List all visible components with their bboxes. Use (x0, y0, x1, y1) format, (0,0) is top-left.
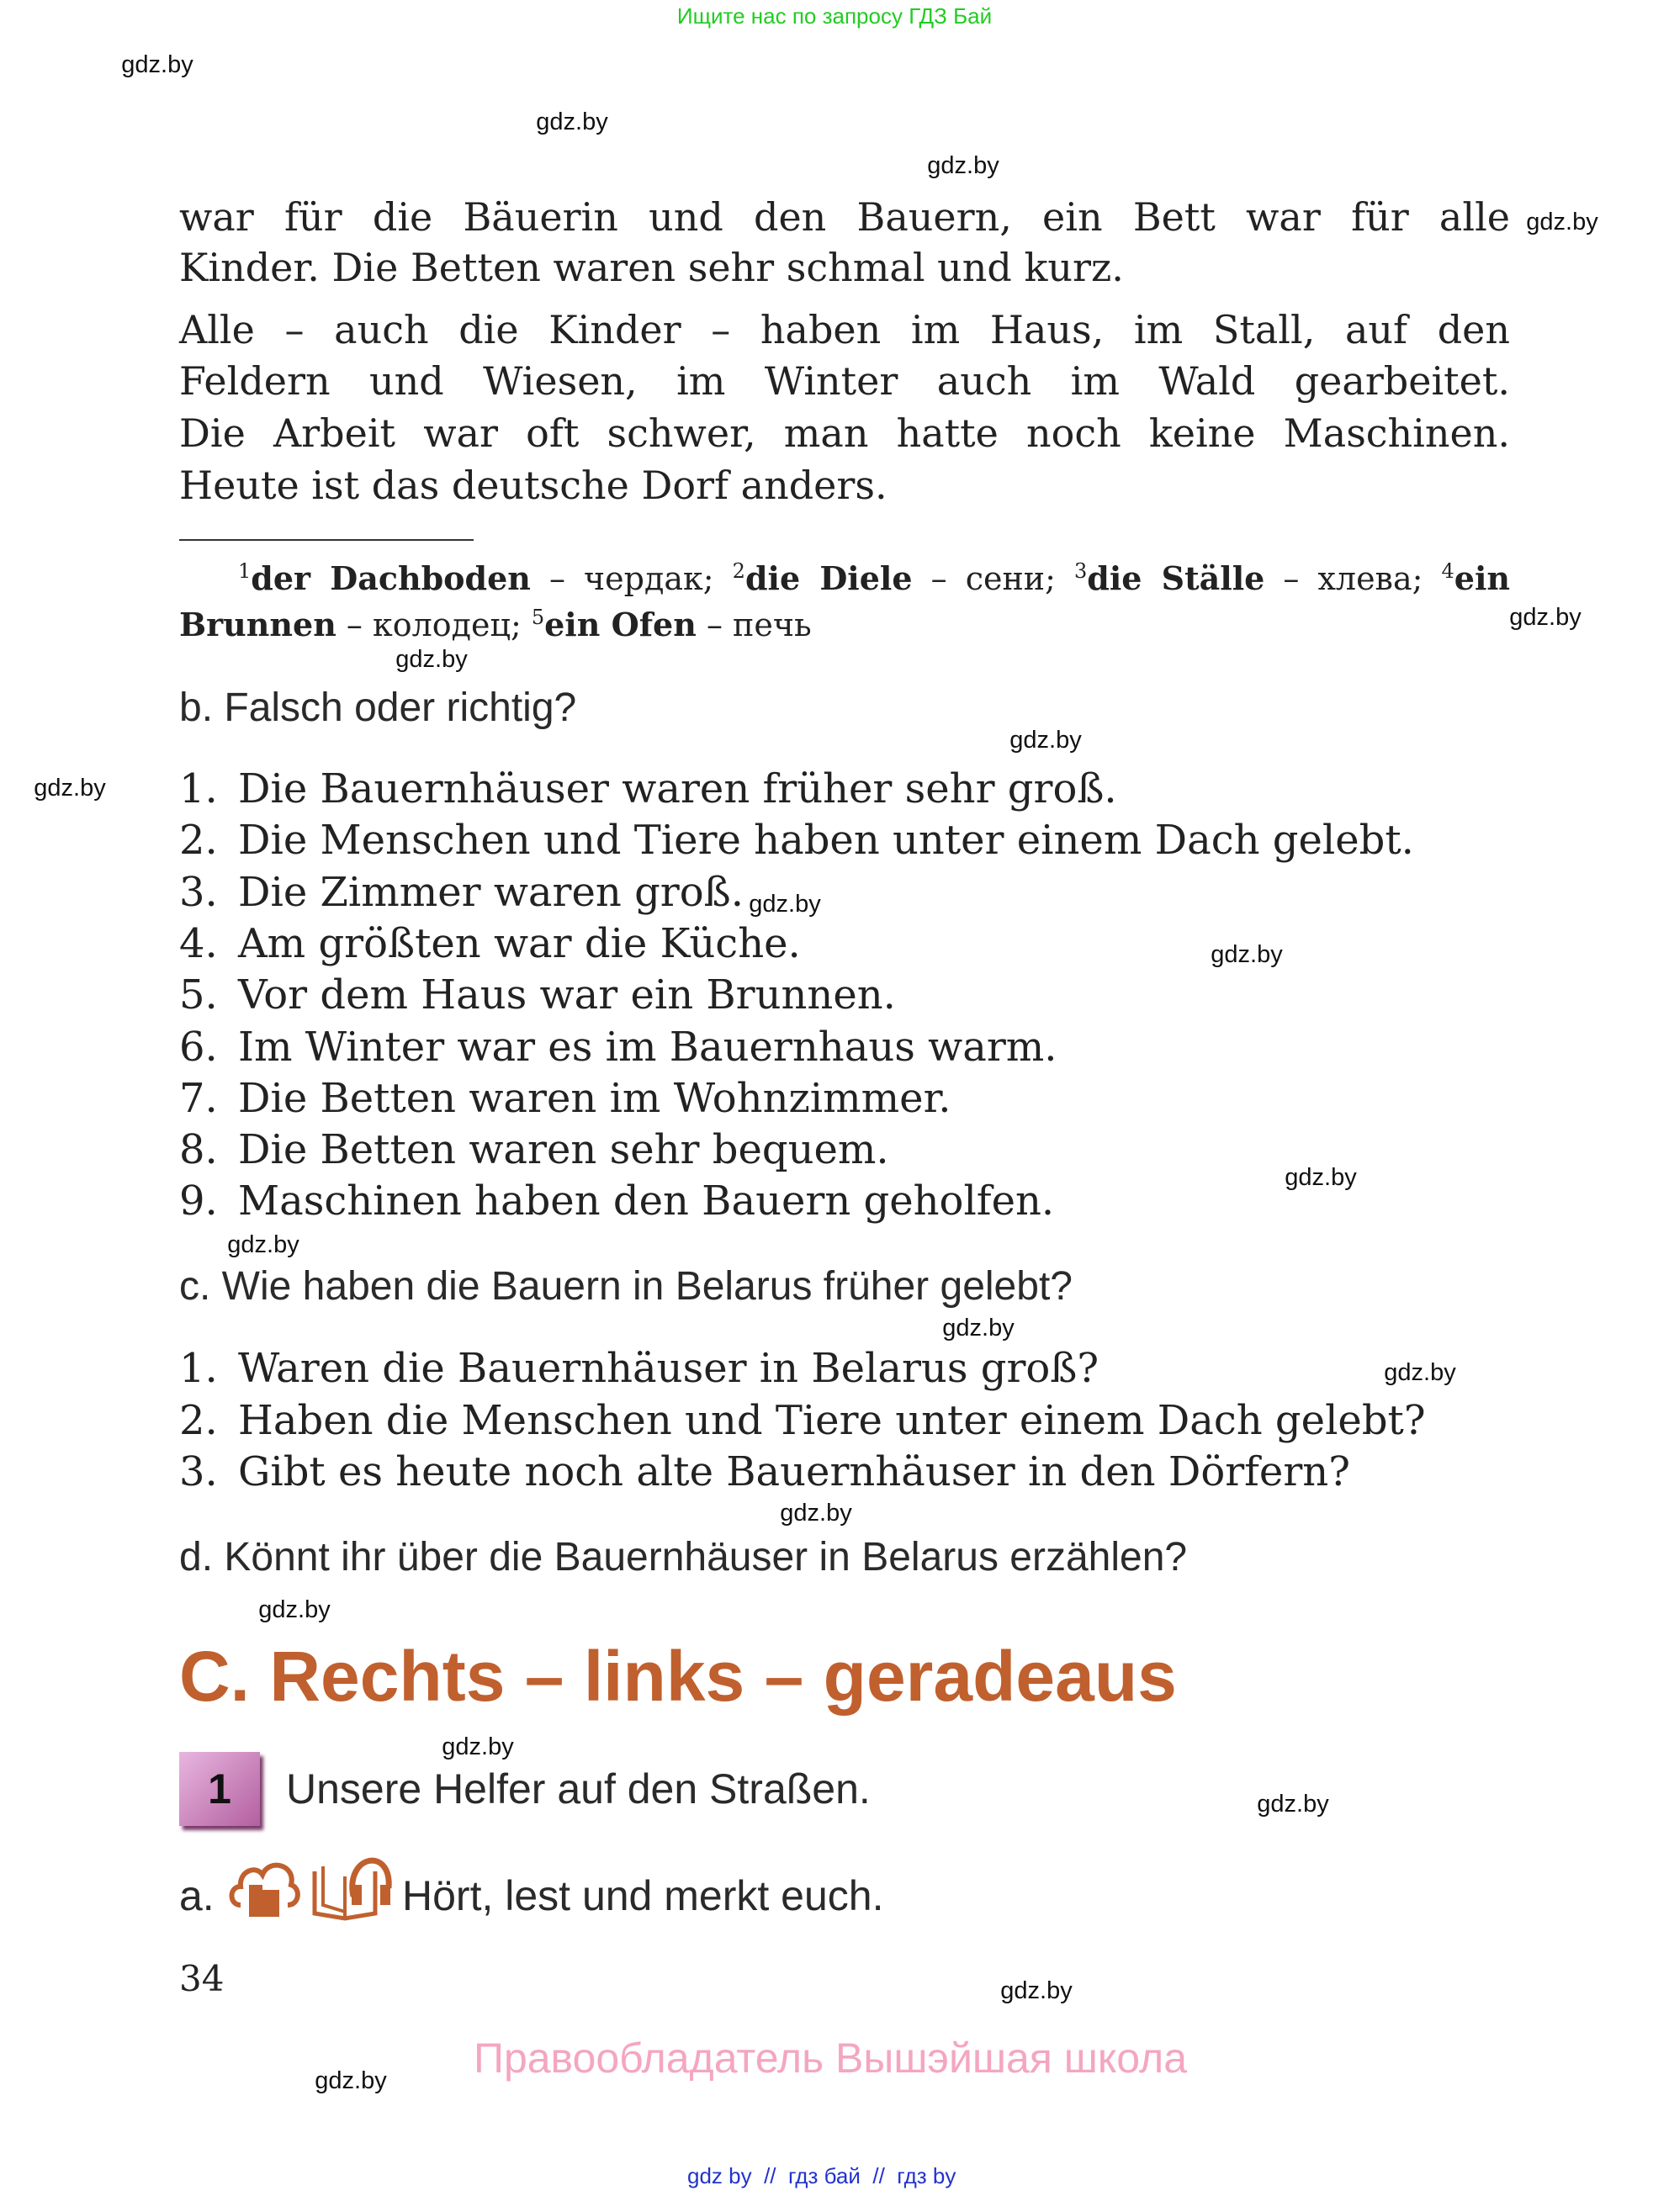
list-item-text: Vor dem Haus war ein Brunnen. (238, 971, 896, 1019)
text-line: Die Arbeit war oft schwer, man hatte noch keine Maschinen. (179, 410, 1510, 456)
list-item-number: 5. (179, 971, 218, 1019)
list-item-number: 6. (179, 1023, 218, 1071)
watermark: gdz.by (1211, 941, 1283, 968)
watermark: gdz.by (395, 646, 468, 673)
watermark: gdz.by (1526, 209, 1598, 235)
list-item-number: 4. (179, 919, 218, 967)
watermark: gdz.by (1257, 1791, 1329, 1818)
footnote-number: 2 (732, 559, 745, 583)
subtask-text: Hört, lest und merkt euch. (402, 1872, 884, 1919)
watermark: gdz.by (442, 1733, 514, 1760)
footnote-term: ein Ofen (544, 606, 697, 643)
footnote-term: die Diele (744, 559, 913, 597)
list-item-text: Die Betten waren im Wohnzimmer. (238, 1074, 951, 1122)
watermark: gdz.by (315, 2067, 387, 2094)
subtask-label: a. (179, 1872, 215, 1919)
list-item-text: Die Zimmer waren groß. (238, 868, 744, 916)
list-item (179, 1343, 1099, 1394)
text-line: Kinder. Die Betten waren sehr schmal und kurz. (179, 245, 1124, 290)
list-item-number: 2. (179, 817, 218, 865)
page-number: 34 (179, 1958, 225, 1999)
footnote-translation: – колодец; (336, 606, 532, 643)
footer-separator: // (764, 2163, 776, 2188)
watermark: gdz.by (749, 891, 821, 918)
footnote-translation: – сени; (912, 560, 1074, 597)
watermark: gdz.by (1384, 1359, 1456, 1386)
book-audio-icon[interactable] (311, 1846, 394, 1922)
watermark: gdz.by (258, 1596, 331, 1623)
footnote-translation: – хлева; (1264, 560, 1442, 597)
list-item-number: 3. (179, 868, 218, 916)
list-item (179, 1125, 889, 1175)
text-line: Feldern und Wiesen, im Winter auch im Wald gearbeitet. (179, 358, 1510, 404)
list-item-text: Die Bauernhäuser waren früher sehr groß. (238, 765, 1117, 812)
watermark: gdz.by (34, 775, 106, 802)
list-item-number: 2. (179, 1396, 218, 1444)
task-title: Unsere Helfer auf den Straßen. (286, 1765, 871, 1812)
list-item (179, 867, 744, 918)
list-item-number: 8. (179, 1126, 218, 1174)
footnote-term: Brunnen (179, 606, 336, 643)
list-item-number: 7. (179, 1074, 218, 1122)
rights-holder: Правообладатель Вышэйшая школа (474, 2035, 1187, 2082)
list-item (179, 1022, 1057, 1072)
watermark: gdz.by (1285, 1164, 1357, 1191)
list-item-text: Im Winter war es im Bauernhaus warm. (238, 1023, 1057, 1071)
list-item-number: 9. (179, 1177, 218, 1225)
footnote-term: die Ställe (1087, 559, 1265, 597)
list-item (179, 970, 896, 1020)
section-d-heading: d. Könnt ihr über die Bauernhäuser in Belarus erzählen? (179, 1535, 1188, 1580)
footer-separator: // (872, 2163, 885, 2188)
chapter-title: C. Rechts – links – geradeaus (179, 1637, 1177, 1716)
footer-link-gdz-by[interactable]: gdz by (687, 2163, 752, 2188)
footer-link-gdz-bai[interactable]: гдз бай (787, 2163, 861, 2188)
footnote-number: 3 (1074, 559, 1088, 583)
footnote-number: 5 (531, 606, 545, 629)
list-item-text: Gibt es heute noch alte Bauernhäuser in den Dörfern? (238, 1448, 1350, 1495)
list-item-text: Am größten war die Küche. (238, 919, 801, 967)
list-item (179, 815, 1414, 865)
footnotes-line-1 (179, 558, 1510, 600)
list-item-text: Die Betten waren sehr bequem. (238, 1126, 889, 1174)
list-item-number: 1. (179, 1345, 218, 1392)
list-item (179, 1073, 951, 1124)
text-line: Heute ist das deutsche Dorf anders. (179, 463, 887, 508)
list-item (179, 1447, 1350, 1497)
text-line: war für die Bäuerin und den Bauern, ein Bett war für alle (179, 194, 1510, 240)
list-item (179, 764, 1117, 814)
list-item-number: 1. (179, 765, 218, 812)
watermark: gdz.by (942, 1315, 1015, 1341)
watermark: gdz.by (1000, 1977, 1073, 2004)
footnote-translation: – чердак; (530, 560, 733, 597)
footnote-translation: – печь (696, 606, 812, 643)
list-item-text: Waren die Bauernhäuser in Belarus groß? (238, 1345, 1099, 1392)
footnote-term: der Dachboden (251, 559, 531, 597)
top-banner[interactable]: Ищите нас по запросу ГДЗ Бай (676, 3, 993, 29)
text-line: Alle – auch die Kinder – haben im Haus, im Stall, auf den (179, 307, 1510, 352)
section-c-heading: c. Wie haben die Bauern in Belarus früher gelebt? (179, 1264, 1073, 1309)
cloud-folder-icon[interactable] (225, 1855, 301, 1920)
watermark: gdz.by (1509, 604, 1582, 631)
watermark: gdz.by (227, 1231, 299, 1258)
footnote-term: ein (1454, 559, 1511, 597)
section-b-heading: b. Falsch oder richtig? (179, 685, 577, 730)
list-item (179, 1395, 1426, 1446)
list-item (179, 1176, 1054, 1226)
footer-link-gdz-by-cyr[interactable]: гдз by (897, 2163, 956, 2188)
watermark: gdz.by (780, 1500, 852, 1527)
list-item-number: 3. (179, 1448, 218, 1495)
footnote-divider (179, 539, 474, 541)
watermark: gdz.by (1009, 727, 1082, 754)
watermark: gdz.by (121, 51, 193, 78)
list-item-text: Haben die Menschen und Tiere unter einem Dach gelebt? (238, 1396, 1426, 1444)
list-item-text: Die Menschen und Tiere haben unter einem Dach gelebt. (238, 817, 1414, 865)
footnote-number: 1 (238, 559, 252, 583)
footnote-number: 4 (1441, 559, 1454, 583)
footer-links (687, 2163, 956, 2189)
footnotes-line-2 (179, 604, 1510, 646)
list-item (179, 918, 801, 969)
list-item-text: Maschinen haben den Bauern geholfen. (238, 1177, 1055, 1225)
task-number-badge: 1 (179, 1752, 260, 1826)
watermark: gdz.by (536, 108, 608, 135)
watermark: gdz.by (927, 152, 999, 179)
